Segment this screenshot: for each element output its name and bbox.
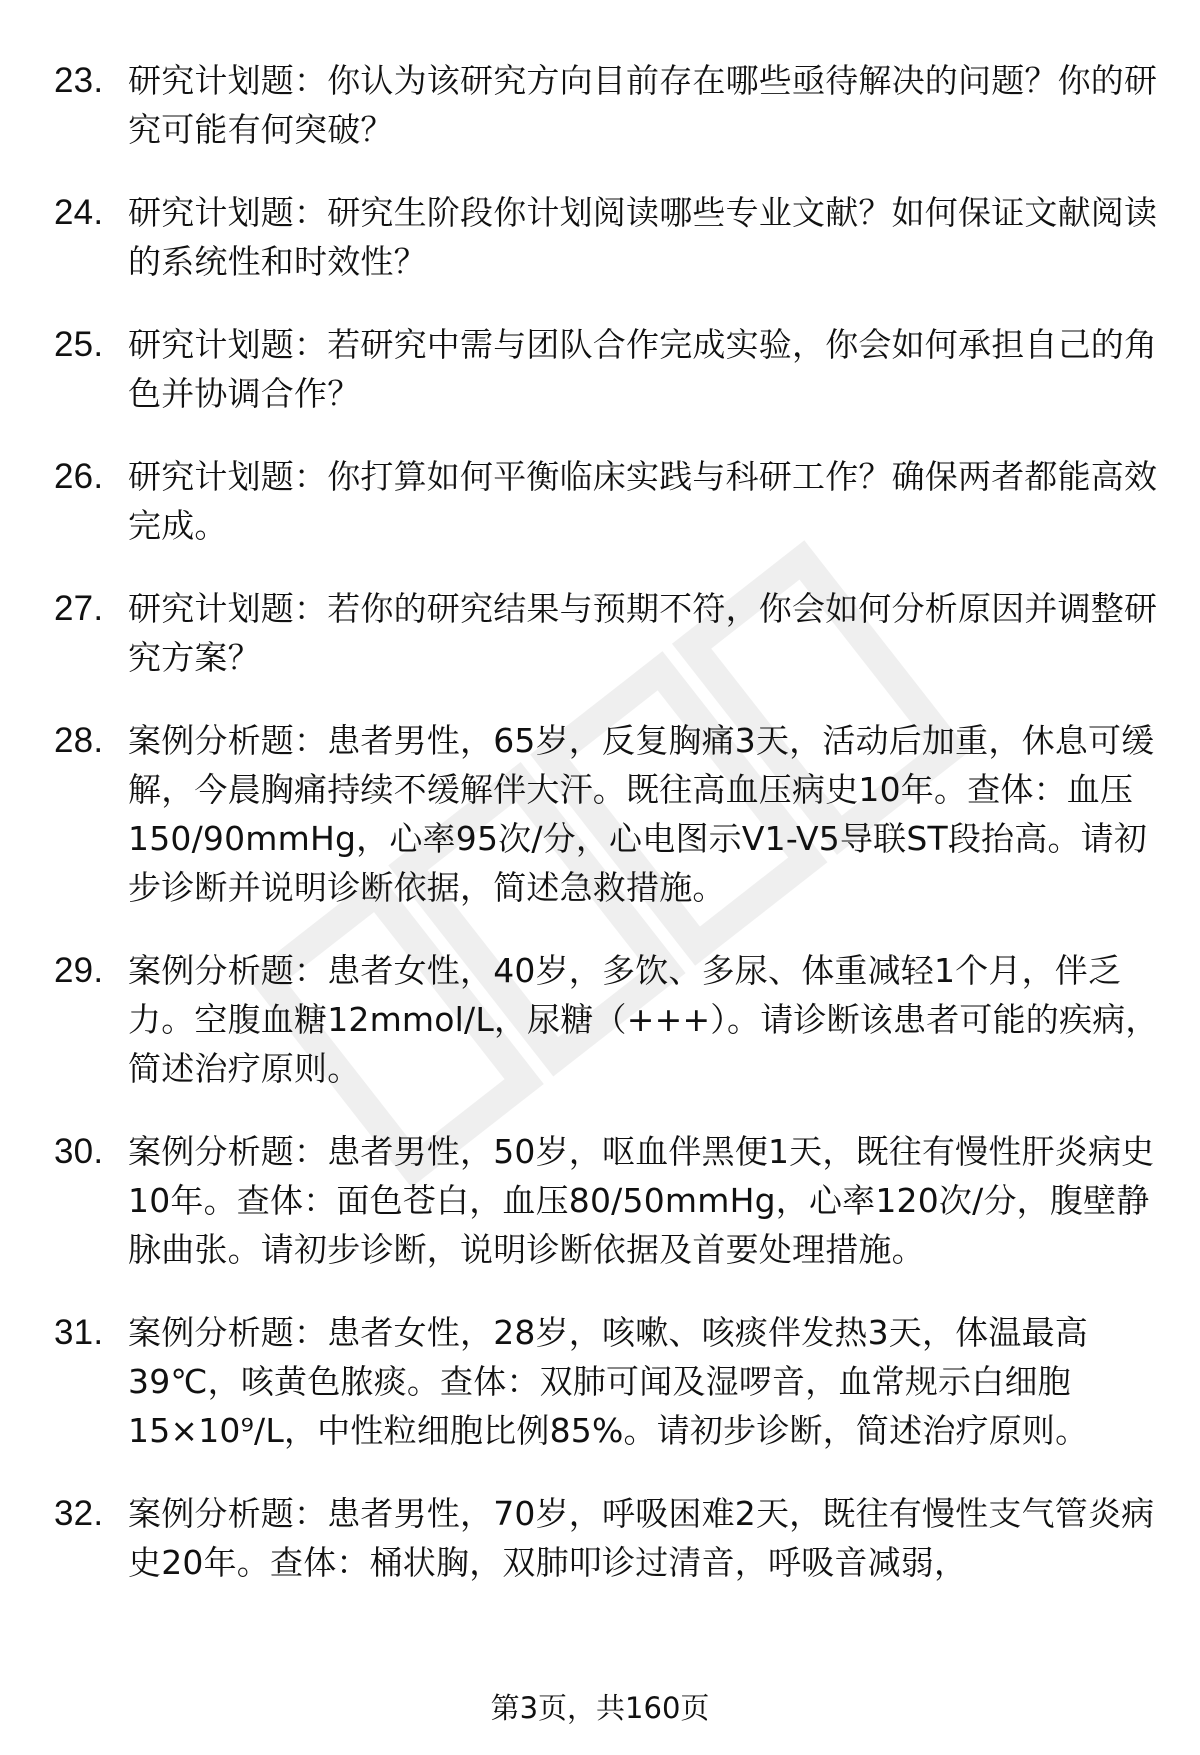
question-number: 23. <box>54 61 104 100</box>
question-number: 27. <box>54 589 104 628</box>
question-number: 31. <box>54 1313 104 1352</box>
question-item <box>0 452 1200 550</box>
page-number-label: 第3页，共160页 <box>490 1691 710 1725</box>
question-number: 29. <box>54 951 104 990</box>
question-item <box>0 584 1200 682</box>
question-text: 研究计划题：你打算如何平衡临床实践与科研工作？确保两者都能高效完成。 <box>128 457 1158 545</box>
question-number: 25. <box>54 325 104 364</box>
question-text: 案例分析题：患者男性，65岁，反复胸痛3天，活动后加重，休息可缓解，今晨胸痛持续不缓解伴大汗。既往高血压病史10年。查体：血压150/90mmHg，心率95次/分，心电图示V1-V5导联ST段抬高。请初步诊断并说明诊断依据，简述急救措施。 <box>128 721 1155 907</box>
question-item <box>0 1489 1200 1587</box>
question-text: 研究计划题：若研究中需与团队合作完成实验，你会如何承担自己的角色并协调合作？ <box>128 325 1158 413</box>
question-number: 32. <box>54 1494 104 1533</box>
question-item <box>0 1127 1200 1274</box>
question-item <box>0 716 1200 912</box>
question-text: 案例分析题：患者男性，50岁，呕血伴黑便1天，既往有慢性肝炎病史10年。查体：面色苍白，血压80/50mmHg，心率120次/分，腹壁静脉曲张。请初步诊断，说明诊断依据及首要处理措施。 <box>128 1132 1155 1269</box>
question-number: 24. <box>54 193 104 232</box>
question-item <box>0 56 1200 154</box>
question-item <box>0 1308 1200 1455</box>
question-item <box>0 320 1200 418</box>
question-text: 研究计划题：若你的研究结果与预期不符，你会如何分析原因并调整研究方案？ <box>128 589 1158 677</box>
question-text: 案例分析题：患者女性，40岁，多饮、多尿、体重减轻1个月，伴乏力。空腹血糖12mmol/L，尿糖（+++）。请诊断该患者可能的疾病，简述治疗原则。 <box>128 951 1159 1088</box>
page-footer <box>0 1688 1200 1728</box>
question-text: 研究计划题：研究生阶段你计划阅读哪些专业文献？如何保证文献阅读的系统性和时效性？ <box>128 193 1158 281</box>
question-text: 案例分析题：患者男性，70岁，呼吸困难2天，既往有慢性支气管炎病史20年。查体：桶状胸，双肺叩诊过清音，呼吸音减弱， <box>128 1494 1155 1582</box>
question-number: 30. <box>54 1132 104 1171</box>
question-number: 26. <box>54 457 104 496</box>
question-text: 案例分析题：患者女性，28岁，咳嗽、咳痰伴发热3天，体温最高39℃，咳黄色脓痰。查体：双肺可闻及湿啰音，血常规示白细胞15×10⁹/L，中性粒细胞比例85%。请初步诊断，简述治疗原则。 <box>128 1313 1089 1450</box>
question-list <box>0 56 1200 1621</box>
question-item <box>0 946 1200 1093</box>
question-item <box>0 188 1200 286</box>
question-number: 28. <box>54 721 104 760</box>
question-text: 研究计划题：你认为该研究方向目前存在哪些亟待解决的问题？你的研究可能有何突破？ <box>128 61 1158 149</box>
